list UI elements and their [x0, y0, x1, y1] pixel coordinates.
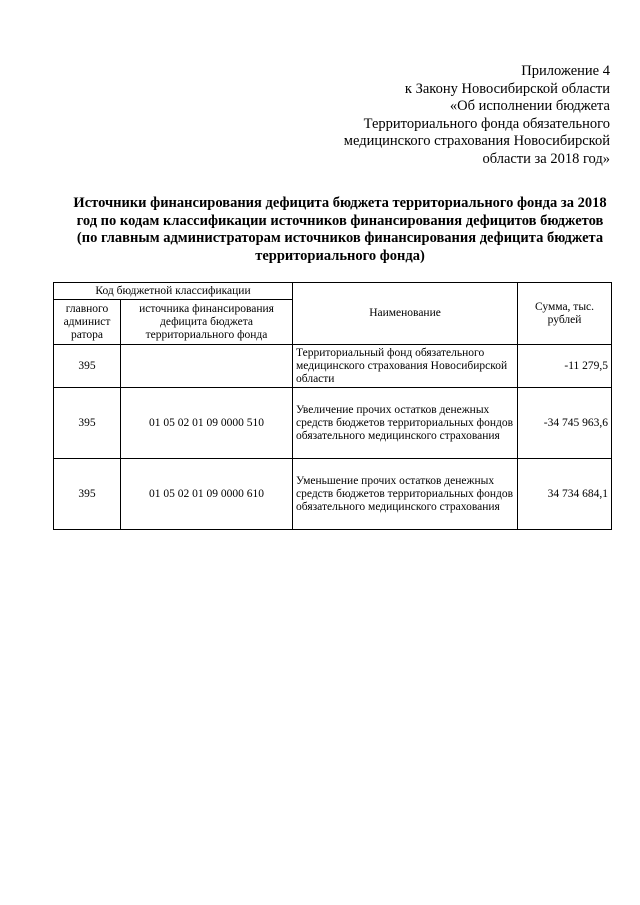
- cell-admin: 395: [54, 459, 121, 530]
- document-title: Источники финансирования дефицита бюджета территориального фонда за 2018 год по кодам классификации источников финансирования дефицитов бюджетов (по главным администраторам источников финансирования дефицита бюджета территориального фонда): [73, 195, 607, 264]
- cell-admin: 395: [54, 388, 121, 459]
- header-main-administrator: главного админист ратора: [54, 300, 121, 345]
- appendix-line: Приложение 4: [521, 63, 610, 79]
- budget-table: [53, 282, 612, 530]
- appendix-line: Территориального фонда обязательного: [363, 115, 610, 132]
- cell-sum: -34 745 963,6: [518, 388, 612, 459]
- appendix-block: [290, 63, 610, 168]
- cell-name: Уменьшение прочих остатков денежных средств бюджетов территориальных фондов обязательного медицинского страхования: [293, 459, 518, 530]
- cell-name: Увеличение прочих остатков денежных средств бюджетов территориальных фондов обязательного медицинского страхования: [293, 388, 518, 459]
- appendix-line: медицинского страхования Новосибирской: [343, 133, 610, 149]
- header-name: Наименование: [293, 283, 518, 345]
- cell-name: Территориальный фонд обязательного медицинского страхования Новосибирской области: [293, 345, 518, 388]
- cell-source: 01 05 02 01 09 0000 610: [121, 459, 293, 530]
- cell-admin: 395: [54, 345, 121, 388]
- appendix-line: к Закону Новосибирской области: [404, 80, 610, 97]
- table-row: [54, 388, 612, 459]
- appendix-line: «Об исполнении бюджета: [449, 98, 610, 114]
- cell-source: [121, 345, 293, 388]
- header-sum: Сумма, тыс. рублей: [518, 283, 612, 345]
- table-row: [54, 459, 612, 530]
- appendix-line: области за 2018 год»: [482, 150, 610, 167]
- header-classification-code: Код бюджетной классификации: [54, 283, 293, 300]
- header-source: источника финансирования дефицита бюджета территориального фонда: [121, 300, 293, 345]
- cell-sum: 34 734 684,1: [518, 459, 612, 530]
- cell-source: 01 05 02 01 09 0000 510: [121, 388, 293, 459]
- cell-sum: -11 279,5: [518, 345, 612, 388]
- table-row: [54, 345, 612, 388]
